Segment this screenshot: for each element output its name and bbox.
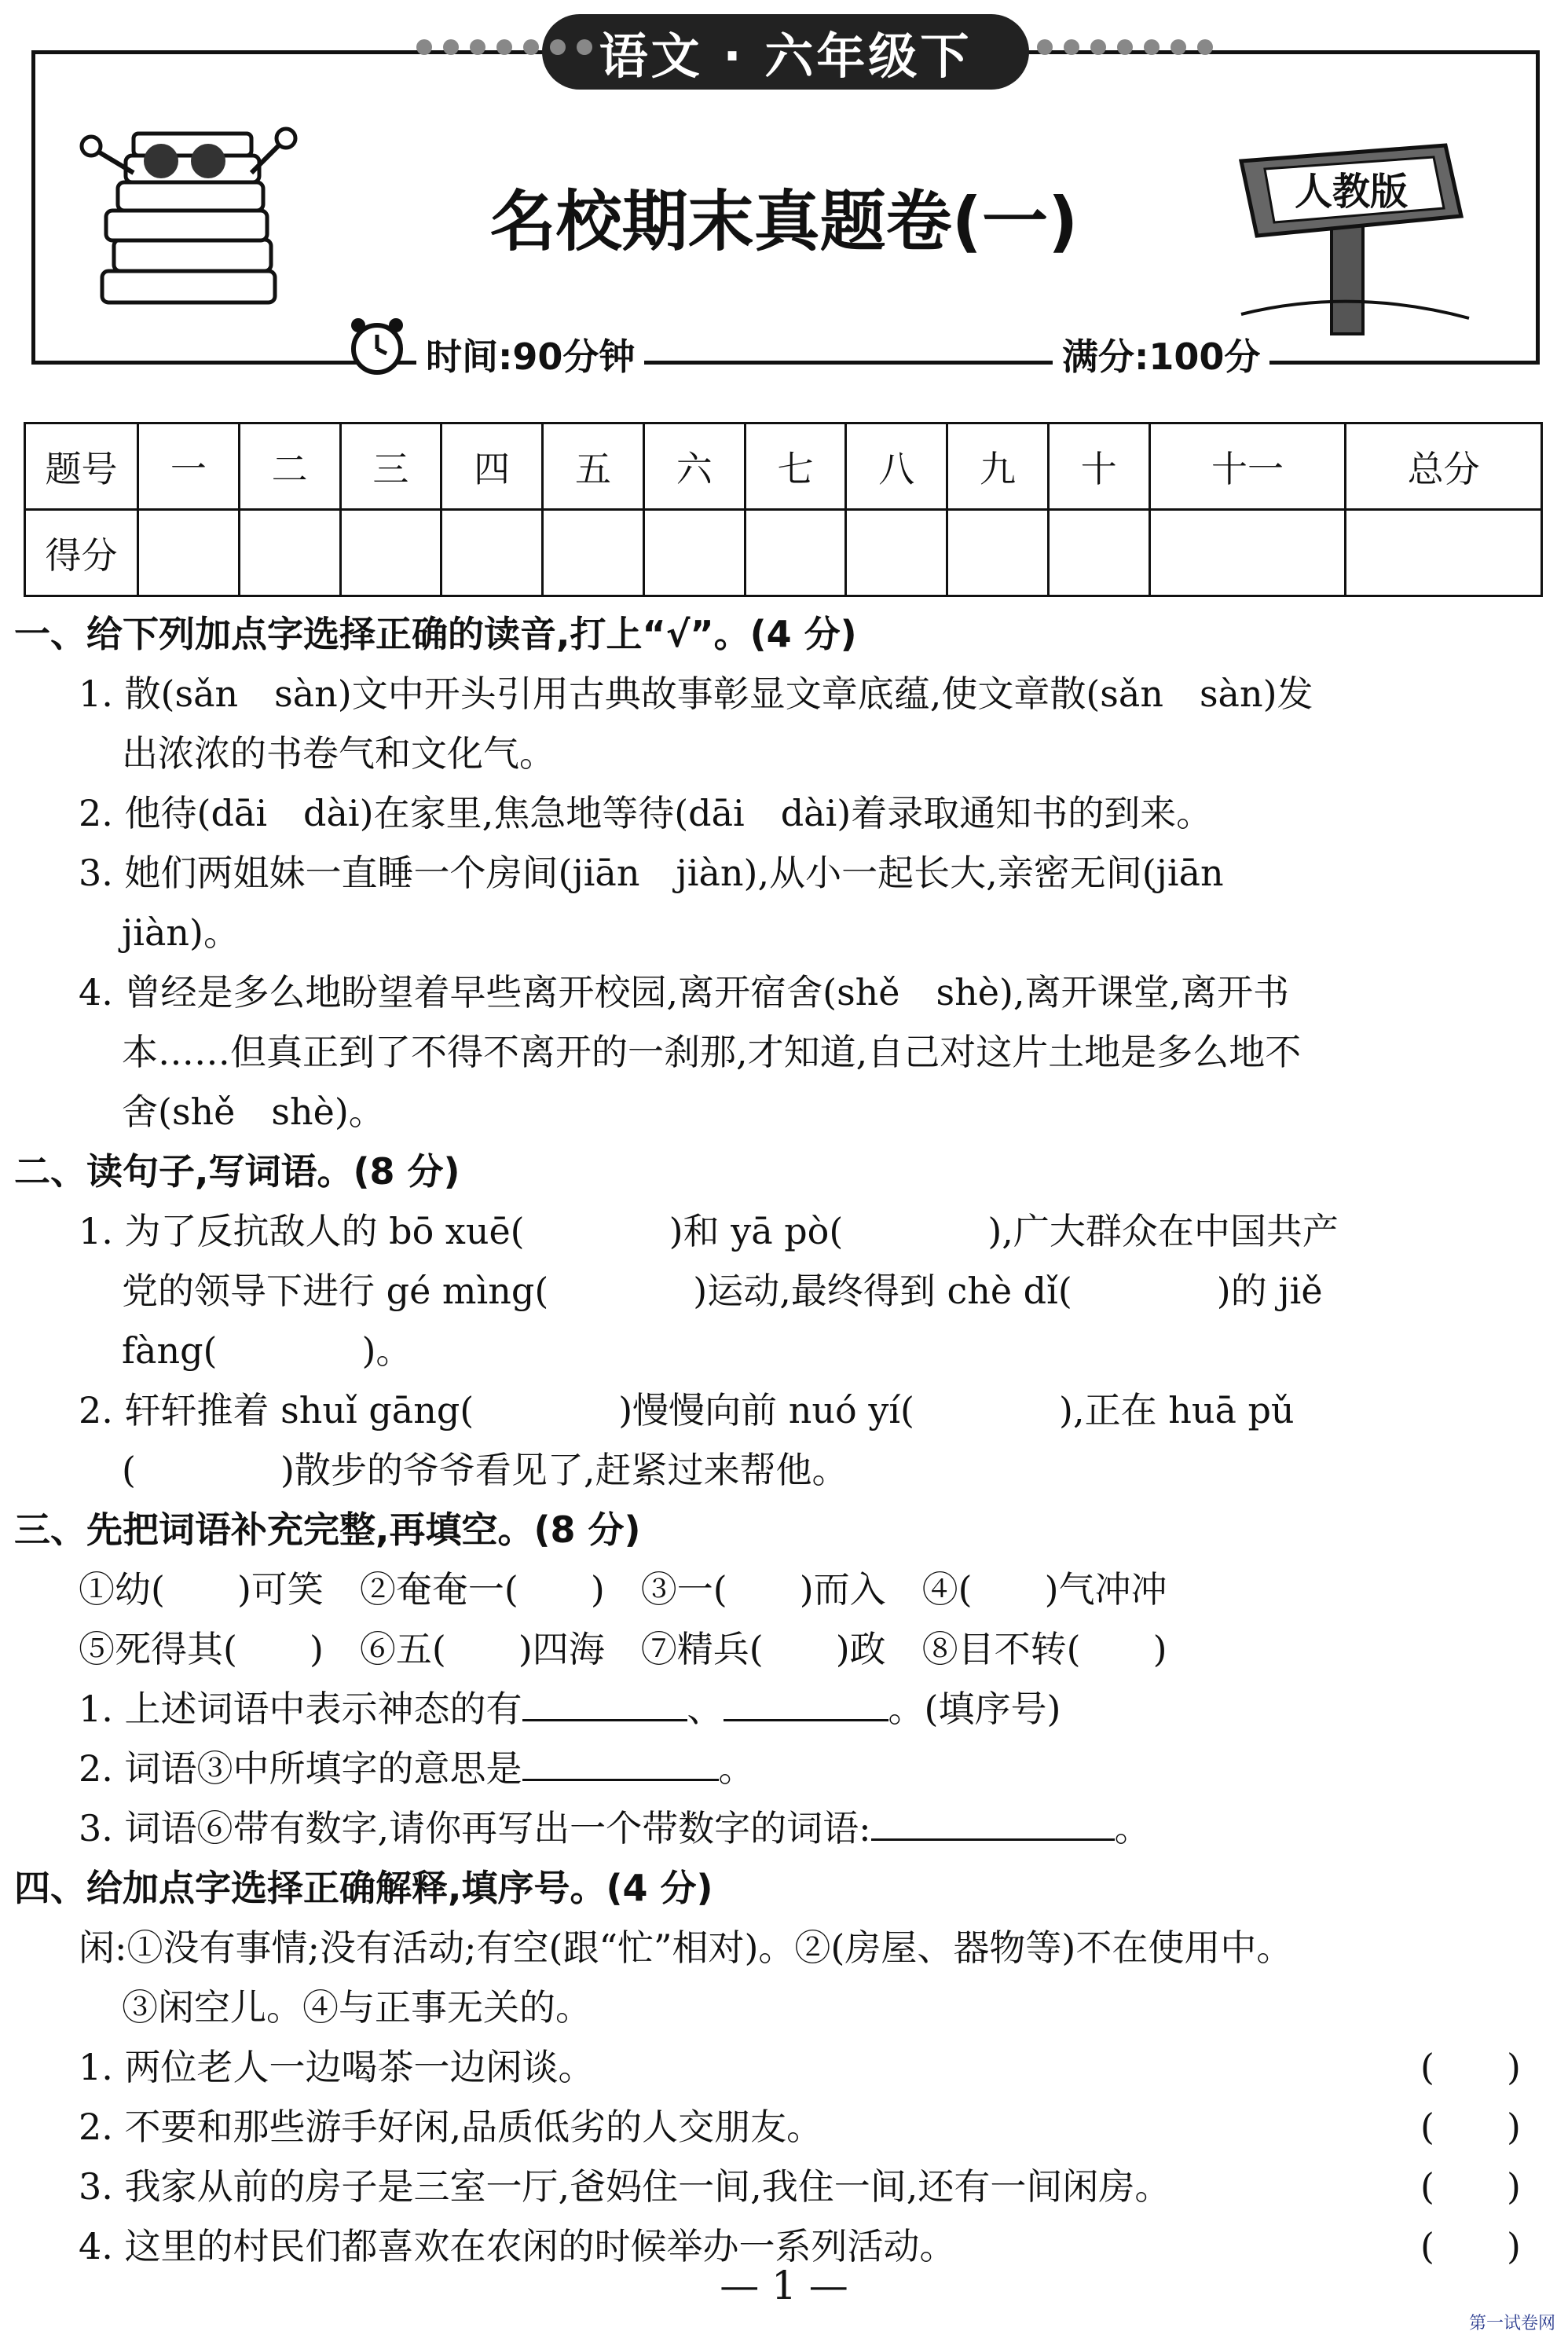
table-cell: 六 (643, 423, 745, 510)
table-cell: 七 (745, 423, 846, 510)
question-text: 3. 我家从前的房子是三室一厅,爸妈住一间,我住一间,还有一间闲房。 (79, 2165, 1171, 2208)
table-cell: 总分 (1346, 423, 1542, 510)
question-text: ( )散步的爷爷看见了,赶紧过来帮他。 (122, 1449, 848, 1491)
question-text (79, 1685, 1061, 1732)
question-suffix: 。(填序号) (888, 1688, 1061, 1730)
score-table (24, 422, 1543, 597)
table-cell: 八 (846, 423, 947, 510)
table-cell: 四 (441, 423, 543, 510)
answer-blank[interactable] (724, 1685, 888, 1721)
score-input-cell[interactable] (543, 510, 644, 596)
table-cell: 三 (340, 423, 441, 510)
question-text: 本……但真正到了不得不离开的一刹那,才知道,自己对这片土地是多么地不 (122, 1031, 1302, 1073)
watermark: 第一试卷网 (1468, 2314, 1555, 2333)
question-prompt: 3. 词语⑥带有数字,请你再写出一个带数字的词语: (79, 1807, 871, 1849)
question-text: 1. 为了反抗敌人的 bō xuē( )和 yā pò( ),广大群众在中国共产 (79, 1210, 1339, 1252)
question-text: 2. 他待(dāi dài)在家里,焦急地等待(dāi dài)着录取通知书的到来。 (79, 792, 1213, 834)
answer-blank[interactable] (871, 1805, 1115, 1841)
decorative-dots-right (1037, 39, 1213, 55)
score-input-cell[interactable] (340, 510, 441, 596)
table-cell: 十一 (1149, 423, 1346, 510)
definition-text: 闲:①没有事情;没有活动;有空(跟“忙”相对)。②(房屋、器物等)不在使用中。 (79, 1926, 1293, 1969)
page-number: — 1 — (720, 2263, 848, 2308)
question-text: 4. 曾经是多么地盼望着早些离开校园,离开宿舍(shě shè),离开课堂,离开书 (79, 971, 1290, 1014)
question-text: 2. 不要和那些游手好闲,品质低劣的人交朋友。 (79, 2106, 823, 2148)
question-text: fàng( )。 (122, 1329, 412, 1372)
table-cell: 题号 (25, 423, 138, 510)
definition-text: ③闲空儿。④与正事无关的。 (122, 1986, 592, 2029)
score-input-cell[interactable] (1048, 510, 1149, 596)
decorative-dots-left (416, 39, 592, 55)
separator: 、 (687, 1688, 724, 1730)
section-3-title: 三、先把词语补充完整,再填空。(8 分) (14, 1508, 641, 1551)
full-score: 满分:100分 (1053, 328, 1269, 380)
edition-label: 人教版 (1294, 170, 1409, 214)
answer-blank[interactable] (522, 1685, 687, 1721)
question-text: 舍(shě shè)。 (122, 1091, 385, 1133)
question-text (79, 1745, 755, 1792)
score-input-cell[interactable] (643, 510, 745, 596)
question-text: 3. 她们两姐妹一直睡一个房间(jiān jiàn),从小一起长大,亲密无间(jiān (79, 852, 1224, 894)
question-text: 4. 这里的村民们都喜欢在农闲的时候举办一系列活动。 (79, 2225, 956, 2267)
answer-blank[interactable] (522, 1745, 719, 1781)
score-input-cell[interactable] (239, 510, 340, 596)
answer-paren[interactable]: ( ) (1420, 2165, 1521, 2208)
score-input-cell[interactable] (1346, 510, 1542, 596)
score-input-cell[interactable] (441, 510, 543, 596)
question-text: 1. 散(sǎn sàn)文中开头引用古典故事彰显文章底蕴,使文章散(sǎn sàn)发 (79, 673, 1313, 715)
section-1-title: 一、给下列加点字选择正确的读音,打上“√”。(4 分) (14, 613, 857, 655)
word-list: ①幼( )可笑 ②奄奄一( ) ③一( )而入 ④( )气冲冲 (79, 1568, 1167, 1611)
signpost-illustration-icon (1225, 130, 1477, 342)
score-input-cell[interactable] (138, 510, 240, 596)
alarm-clock-icon (346, 314, 408, 377)
question-suffix: 。 (1114, 1807, 1151, 1849)
question-text: 出浓浓的书卷气和文化气。 (122, 732, 555, 775)
score-input-cell[interactable] (846, 510, 947, 596)
question-text: 2. 轩轩推着 shuǐ gāng( )慢慢向前 nuó yí( ),正在 huā pǔ (79, 1389, 1295, 1431)
score-input-cell[interactable] (745, 510, 846, 596)
question-text: 1. 两位老人一边喝茶一边闲谈。 (79, 2046, 595, 2088)
table-cell: 得分 (25, 510, 138, 596)
table-cell: 九 (947, 423, 1049, 510)
section-4-title: 四、给加点字选择正确解释,填序号。(4 分) (14, 1867, 713, 1909)
time-limit: 时间:90分钟 (416, 328, 644, 380)
question-text: jiàn)。 (122, 911, 240, 954)
question-prompt: 2. 词语③中所填字的意思是 (79, 1747, 522, 1790)
score-input-cell[interactable] (947, 510, 1049, 596)
answer-paren[interactable]: ( ) (1420, 2046, 1521, 2088)
exam-title: 名校期末真题卷(一) (489, 183, 1079, 260)
question-text: 党的领导下进行 gé mìng( )运动,最终得到 chè dǐ( )的 jiě (122, 1270, 1323, 1312)
question-text (79, 1805, 1151, 1852)
table-row (25, 510, 1542, 596)
answer-paren[interactable]: ( ) (1420, 2225, 1521, 2267)
table-cell: 十 (1048, 423, 1149, 510)
subject-banner: 语文 · 六年级下 (542, 14, 1029, 90)
table-cell: 二 (239, 423, 340, 510)
table-row (25, 423, 1542, 510)
answer-paren[interactable]: ( ) (1420, 2106, 1521, 2148)
score-input-cell[interactable] (1149, 510, 1346, 596)
question-suffix: 。 (718, 1747, 755, 1790)
table-cell: 五 (543, 423, 644, 510)
section-2-title: 二、读句子,写词语。(8 分) (14, 1150, 460, 1193)
word-list: ⑤死得其( ) ⑥五( )四海 ⑦精兵( )政 ⑧目不转( ) (79, 1628, 1167, 1670)
table-cell: 一 (138, 423, 240, 510)
question-prompt: 1. 上述词语中表示神态的有 (79, 1688, 522, 1730)
